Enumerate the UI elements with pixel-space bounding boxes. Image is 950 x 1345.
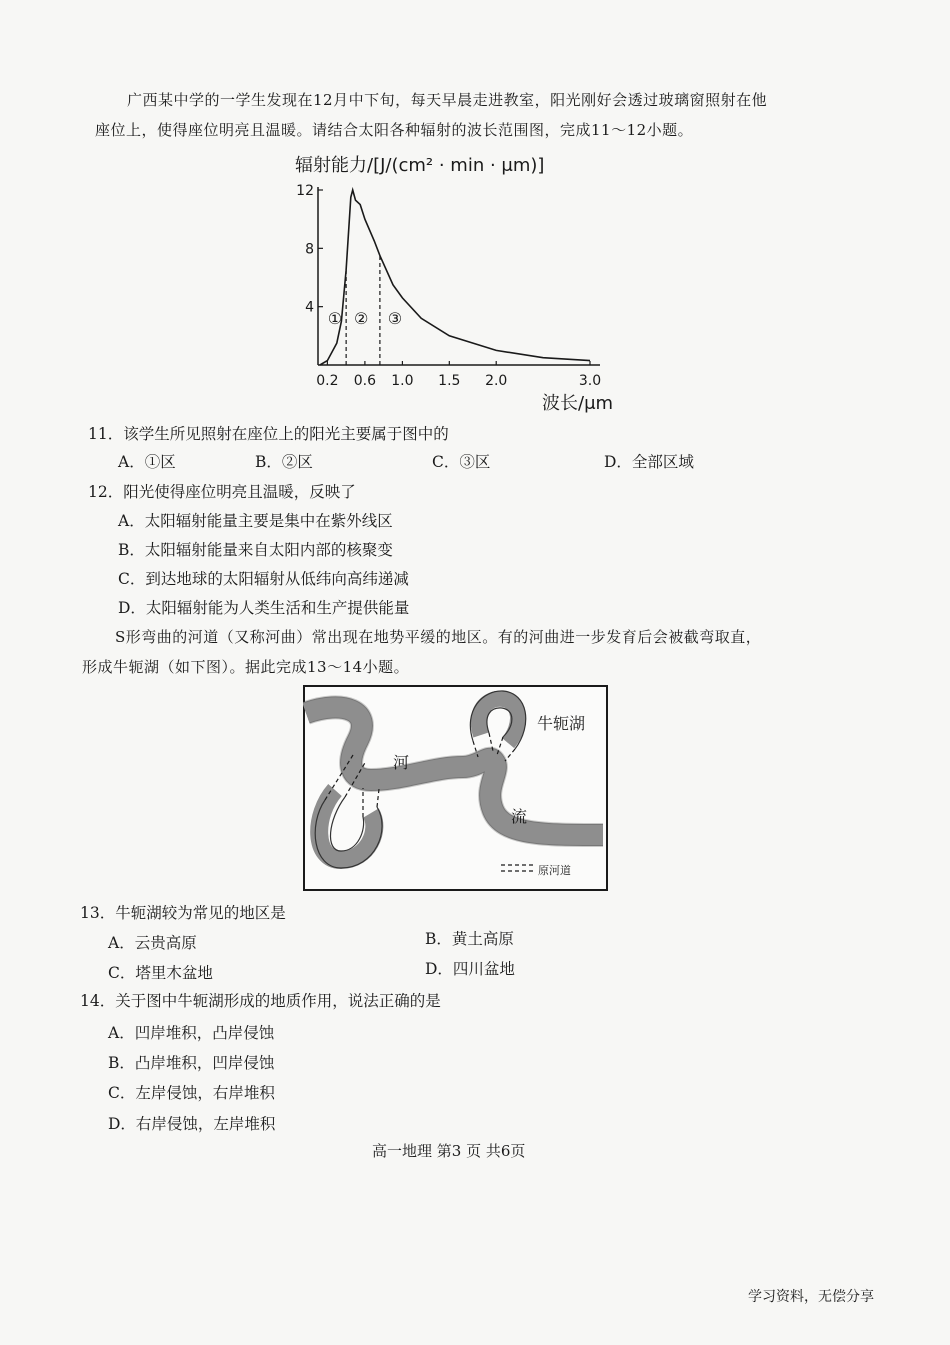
question-14-option-c[interactable]: C．左岸侵蚀，右岸堆积 bbox=[108, 1084, 275, 1102]
x-tick-label: 0.2 bbox=[316, 373, 339, 389]
question-12-stem: 12．阳光使得座位明亮且温暖，反映了 bbox=[88, 483, 356, 501]
question-12-option-d[interactable]: D．太阳辐射能为人类生活和生产提供能量 bbox=[118, 599, 410, 617]
question-11-option-d[interactable]: D．全部区域 bbox=[604, 453, 694, 471]
watermark-text: 学习资料，无偿分享 bbox=[748, 1289, 874, 1305]
region-label: ② bbox=[353, 309, 369, 329]
question-13-option-c[interactable]: C．塔里木盆地 bbox=[108, 964, 213, 982]
y-tick-label: 12 bbox=[296, 183, 314, 199]
question-13-option-d[interactable]: D．四川盆地 bbox=[425, 960, 515, 978]
question-13-stem: 13．牛轭湖较为常见的地区是 bbox=[80, 904, 286, 922]
page-footer: 高一地理 第3 页 共6页 bbox=[372, 1142, 526, 1160]
question-12-option-c[interactable]: C．到达地球的太阳辐射从低纬向高纬递减 bbox=[118, 570, 409, 588]
question-11-option-c[interactable]: C．③区 bbox=[432, 453, 491, 471]
question-14-option-d[interactable]: D．右岸侵蚀，左岸堆积 bbox=[108, 1115, 276, 1133]
intro-paragraph-2-line-1: S形弯曲的河道（又称河曲）常出现在地势平缓的地区。有的河曲进一步发育后会被截弯取直， bbox=[115, 628, 762, 646]
y-tick-label: 8 bbox=[305, 241, 314, 258]
oxbow-lake-diagram bbox=[303, 685, 608, 891]
radiation-curve bbox=[320, 190, 590, 365]
question-13-option-b[interactable]: B．黄土高原 bbox=[425, 930, 514, 948]
legend-label: 原河道 bbox=[538, 864, 571, 877]
solar-radiation-chart bbox=[280, 145, 650, 420]
label-river-liu: 流 bbox=[511, 807, 528, 826]
intro-paragraph-1-line-2: 座位上，使得座位明亮且温暖。请结合太阳各种辐射的波长范围图，完成11～12小题。 bbox=[95, 121, 694, 139]
question-12-option-b[interactable]: B．太阳辐射能量来自太阳内部的核聚变 bbox=[118, 541, 393, 559]
intro-paragraph-1-line-1: 广西某中学的一学生发现在12月中下旬，每天早晨走进教室，阳光刚好会透过玻璃窗照射在他 bbox=[127, 91, 768, 109]
label-river-he: 河 bbox=[393, 753, 410, 772]
label-oxbow-lake: 牛轭湖 bbox=[537, 714, 586, 733]
region-label: ③ bbox=[387, 309, 403, 329]
x-tick-label: 1.5 bbox=[438, 373, 461, 389]
question-12-option-a[interactable]: A．太阳辐射能量主要是集中在紫外线区 bbox=[118, 512, 393, 530]
x-tick-label: 0.6 bbox=[353, 373, 377, 389]
chart-title: 辐射能力/[J/(cm² · min · μm)] bbox=[295, 155, 545, 176]
y-tick-label: 4 bbox=[305, 299, 314, 316]
question-14-option-b[interactable]: B．凸岸堆积，凹岸侵蚀 bbox=[108, 1054, 275, 1072]
question-11-option-b[interactable]: B．②区 bbox=[255, 453, 313, 471]
x-tick-label: 2.0 bbox=[485, 373, 508, 389]
question-13-option-a[interactable]: A．云贵高原 bbox=[108, 934, 197, 952]
x-tick-label: 3.0 bbox=[578, 373, 602, 389]
question-14-option-a[interactable]: A．凹岸堆积，凸岸侵蚀 bbox=[108, 1024, 275, 1042]
x-tick-label: 1.0 bbox=[391, 373, 414, 389]
question-11-option-a[interactable]: A．①区 bbox=[118, 453, 176, 471]
region-label: ① bbox=[327, 309, 343, 329]
question-11-stem: 11．该学生所见照射在座位上的阳光主要属于图中的 bbox=[88, 425, 449, 443]
intro-paragraph-2-line-2: 形成牛轭湖（如下图）。据此完成13～14小题。 bbox=[82, 658, 410, 676]
question-14-stem: 14．关于图中牛轭湖形成的地质作用，说法正确的是 bbox=[80, 992, 441, 1010]
x-axis-label: 波长/μm bbox=[542, 393, 614, 414]
